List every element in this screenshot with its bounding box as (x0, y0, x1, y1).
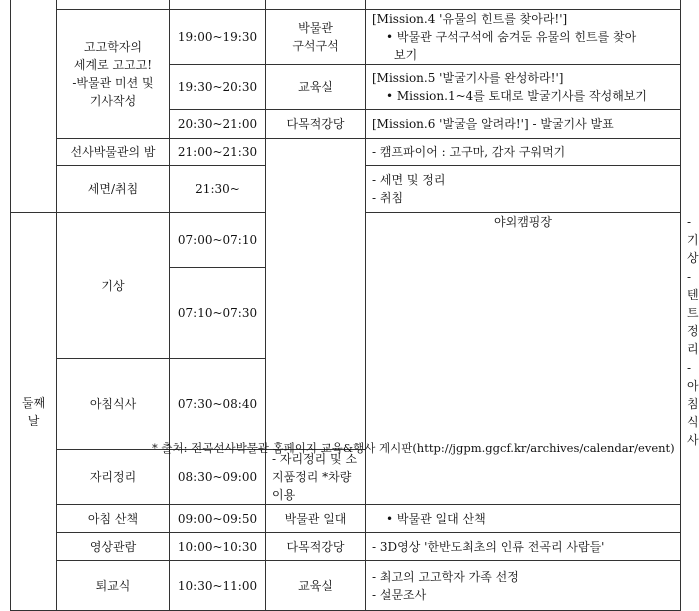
program-cell: 자리정리 (57, 450, 170, 505)
time-cell: 19:00~19:30 (170, 10, 266, 65)
content-cell: [Mission.6 '발굴을 알려라!'] - 발굴기사 발표 (366, 110, 681, 139)
table-row: 아침식사 07:30~08:40 - 아침식사 (11, 359, 681, 450)
program-label: 고고학자의 (84, 40, 142, 54)
schedule-table (10, 0, 699, 611)
program-cell: 아침 산책 (57, 505, 170, 533)
table-row (11, 10, 681, 65)
time-cell: 20:30~21:00 (170, 110, 266, 139)
time-cell: 21:30~ (170, 166, 266, 213)
place-cell: 교육실 (266, 561, 366, 611)
program-cell: 영상관람 (57, 533, 170, 561)
time-cell: 19:30~20:30 (170, 65, 266, 110)
place-cell: 교육실 (266, 65, 366, 110)
content-cell (366, 0, 681, 10)
place-cell: 박물관 일대 (266, 505, 366, 533)
place-cell (266, 0, 366, 10)
content-cell (366, 166, 681, 213)
place-label: 박물관 (298, 21, 333, 35)
program-cell (57, 10, 170, 139)
content-line: - 취침 (372, 191, 404, 205)
time-cell: 07:10~07:30 (170, 268, 266, 359)
place-cell (266, 10, 366, 65)
day-cell-second (11, 213, 57, 611)
day-label: 날 (27, 413, 40, 428)
content-cell: - 3D영상 '한반도최초의 인류 전곡리 사람들' (366, 533, 681, 561)
place-cell: 야외캠핑장 (366, 213, 681, 505)
content-line: • Mission.1~4를 토대로 발굴기사를 작성해보기 (386, 89, 647, 103)
time-cell (170, 0, 266, 10)
content-cell (366, 65, 681, 110)
program-label: 세계로 고고고! (73, 58, 153, 72)
time-cell: 10:30~11:00 (170, 561, 266, 611)
content-line: 보기 (394, 48, 418, 62)
place-cell: 다목적강당 (266, 533, 366, 561)
content-cell (366, 561, 681, 611)
content-line: - 최고의 고고학자 가족 선정 (372, 569, 519, 584)
table-row (11, 139, 681, 166)
source-footnote: * 출처: 전곡선사박물관 홈페이지 교육&행사 게시판(http://jgpm.ggcf.kr/archives/calendar/event) (152, 441, 675, 455)
content-cell: - 자리정리 및 소지품정리 *차량 이용 (266, 450, 366, 505)
place-label: 구석구석 (292, 39, 339, 53)
content-cell (366, 505, 681, 533)
program-cell: 선사박물관의 밤 (57, 139, 170, 166)
time-cell: 07:30~08:40 (170, 359, 266, 450)
time-cell: 07:00~07:10 (170, 213, 266, 268)
table-row (11, 0, 681, 10)
time-cell: 08:30~09:00 (170, 450, 266, 505)
time-cell: 21:00~21:30 (170, 139, 266, 166)
time-cell: 10:00~10:30 (170, 533, 266, 561)
content-line: • 박물관 일대 산책 (386, 511, 486, 526)
place-cell: 다목적강당 (266, 110, 366, 139)
schedule-table-wrapper (10, 0, 699, 611)
time-cell: 09:00~09:50 (170, 505, 266, 533)
content-line: • 박물관 구석구석에 숨겨둔 유물의 힌트를 찾아 (386, 30, 637, 44)
table-row: 07:10~07:30 - 텐트정리 (11, 268, 681, 359)
content-line: - 설문조사 (372, 587, 427, 602)
content-line: [Mission.5 '발굴기사를 완성하라!'] (372, 71, 564, 85)
day-label: 둘째 (21, 395, 46, 410)
content-line: [Mission.4 '유물의 힌트를 찾아라!'] (372, 12, 568, 26)
table-row (11, 505, 681, 533)
content-cell (366, 10, 681, 65)
content-line: - 세면 및 정리 (372, 173, 446, 187)
program-label: 기사작성 (89, 94, 137, 108)
program-cell: 아침식사 (57, 359, 170, 450)
content-cell: - 캠프파이어 : 고구마, 감자 구워먹기 (366, 139, 681, 166)
day-cell-first (11, 0, 57, 213)
program-cell: 기상 (57, 213, 170, 359)
place-cell (266, 139, 366, 450)
table-row: 둘째 날 기상 07:00~07:10 야외캠핑장 - 기상 (11, 213, 681, 268)
table-row (11, 533, 681, 561)
program-cell: 퇴교식 (57, 561, 170, 611)
program-cell: 세면/취침 (57, 166, 170, 213)
table-row (11, 561, 681, 611)
program-label: -박물관 미션 및 (72, 76, 154, 90)
program-cell (57, 0, 170, 10)
